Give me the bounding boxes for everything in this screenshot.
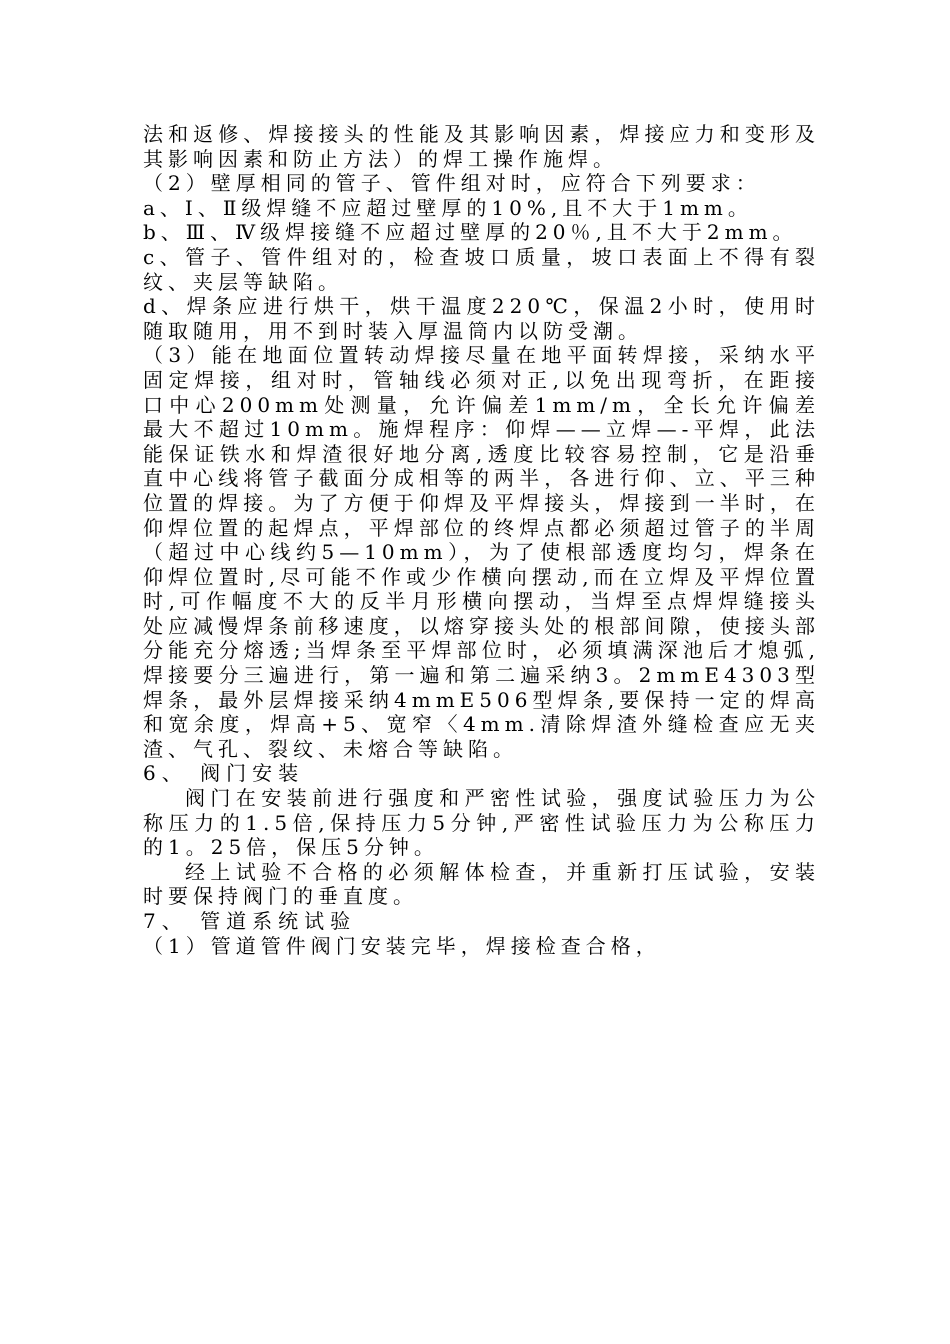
paragraph-welder-qualification: 法和返修、焊接接头的性能及其影响因素，焊接应力和变形及其影响因素和防止方法）的焊工操作施焊。: [143, 122, 820, 171]
paragraph-welding-procedure: （3）能在地面位置转动焊接尽量在地平面转焊接，采纳水平固定焊接，组对时，管轴线必须对正,以免出现弯折，在距接口中心200mm处测量，允许偏差1mm/m，全长允许偏差最大不超过10mm。施焊程序：仰焊——立焊—-平焊，此法能保证铁水和焊渣很好地分离,透度比较容易控制，它是沿垂直中心线将管子截面分成相等的两半，各进行仰、立、平三种位置的焊接。为了方便于仰焊及平焊接头，焊接到一半时，在仰焊位置的起焊点，平焊部位的终焊点都必须超过管子的半周（超过中心线约5—10mm），为了使根部透度均匀，焊条在仰焊位置时,尽可能不作或少作横向摆动,而在立焊及平焊位置时,可作幅度不大的反半月形横向摆动，当焊至点焊焊缝接头处应减慢焊条前移速度，以熔穿接头处的根部间隙，使接头部分能充分熔透;当焊条至平焊部位时，必须填满深池后才熄弧,焊接要分三遍进行，第一遍和第二遍采纳3。2mmE4303型焊条，最外层焊接采纳4mmE506型焊条,要保持一定的焊高和宽余度，焊高+5、宽窄〈4mm.清除焊渣外缝检查应无夹渣、气孔、裂纹、未熔合等缺陷。: [143, 343, 820, 761]
document-body: [143, 122, 820, 958]
list-item-d: d、焊条应进行烘干，烘干温度220℃，保温2小时，使用时随取随用，用不到时装入厚温筒内以防受潮。: [143, 294, 820, 343]
list-item-b: b、Ⅲ、Ⅳ级焊接缝不应超过壁厚的20％,且不大于2mm。: [143, 220, 798, 245]
section-heading-pipe-system-test: 7、 管道系统试验: [143, 909, 357, 933]
paragraph-wall-thickness-requirements: （2）壁厚相同的管子、管件组对时，应符合下列要求：: [143, 171, 761, 196]
section-heading-valve-installation: 6、 阀门安装: [143, 761, 305, 786]
list-item-a: a、Ⅰ、Ⅱ级焊缝不应超过壁厚的10%,且不大于1mm。: [143, 195, 753, 220]
list-item-c: c、管子、管件组对的，检查坡口质量，坡口表面上不得有裂纹、夹层等缺陷。: [143, 244, 820, 294]
paragraph-valve-recheck: 经上试验不合格的必须解体检查，并重新打压试验，安装时要保持阀门的垂直度。: [143, 859, 820, 909]
paragraph-valve-testing: 阀门在安装前进行强度和严密性试验，强度试验压力为公称压力的1.5倍,保持压力5分钟,严密性试验压力为公称压力的1。25倍，保压5分钟。: [143, 786, 820, 860]
paragraph-pipe-test-start: （1）管道管件阀门安装完毕，焊接检查合格，: [143, 933, 661, 958]
